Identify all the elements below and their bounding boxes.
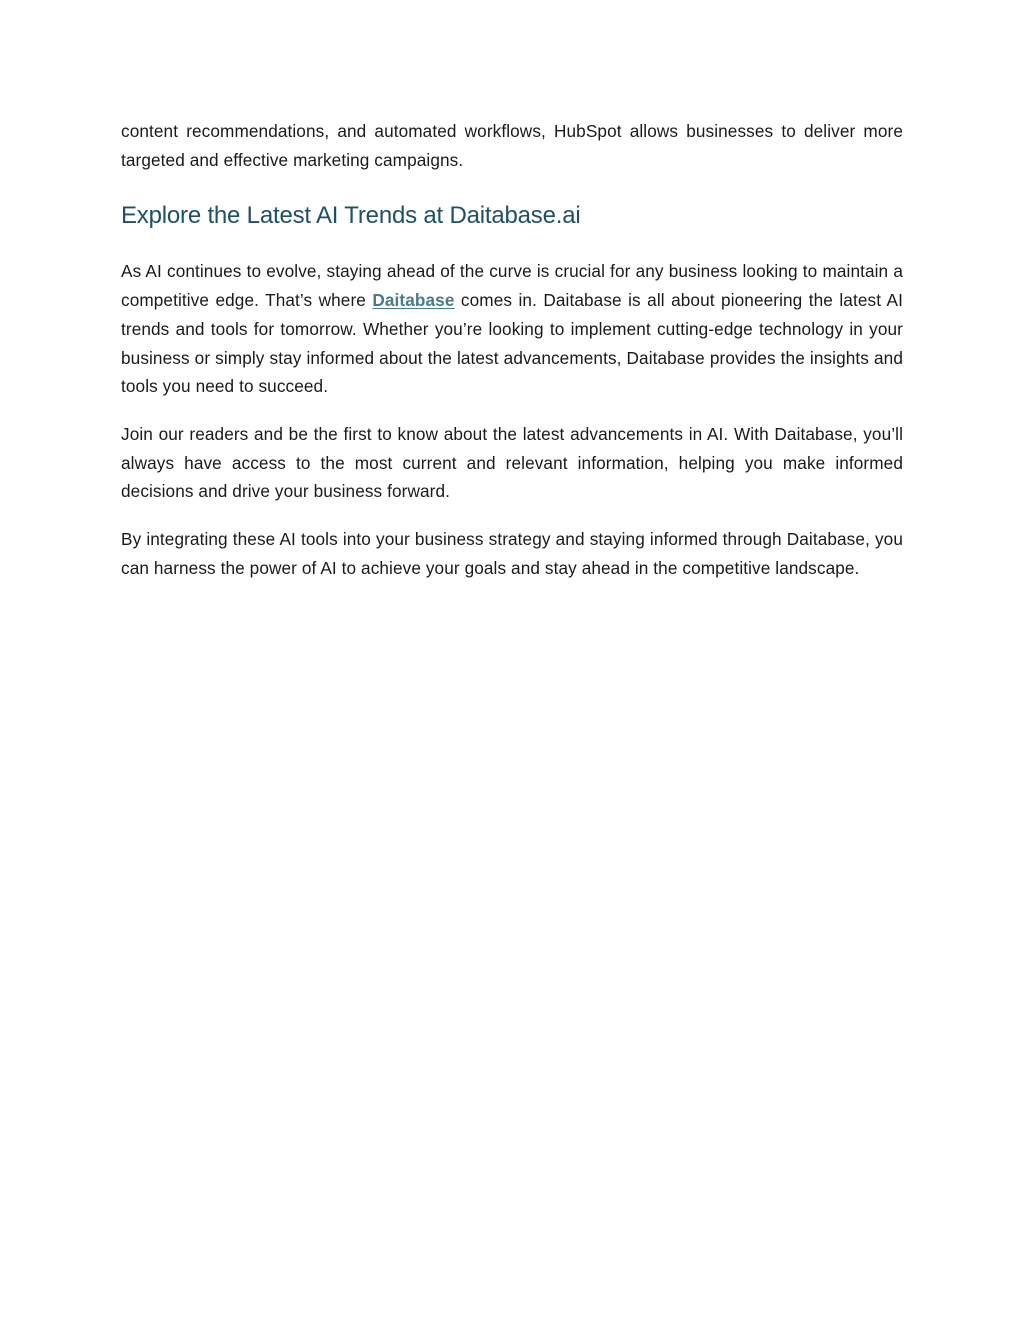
paragraph-conclusion: By integrating these AI tools into your business strategy and staying informed through Daitabase, you can harness the power of AI to achieve your goals and stay ahead in the competitive landscape. xyxy=(121,529,903,578)
paragraph-daitabase-intro xyxy=(121,257,903,401)
paragraph-join-readers: Join our readers and be the first to know about the latest advancements in AI. With Daitabase, you’ll always have access to the most current and relevant information, helping you make informed decisions and drive your business forward. xyxy=(121,423,903,502)
paragraph-1-text-after-link: comes in. Daitabase is all about pioneering the latest AI trends and tools for tomorrow. Whether you’re looking to implement cutting-edge technology in your business or simply stay informed about the latest advancements, Daitabase provides the insights and tools you need to succeed. xyxy=(121,290,903,397)
paragraph-1-text-before-link: As AI continues to evolve, staying ahead of the curve is crucial for any business looking to maintain a competitive edge. That’s where xyxy=(121,261,903,311)
daitabase-link[interactable]: Daitabase xyxy=(372,290,455,311)
intro-paragraph: content recommendations, and automated workflows, HubSpot allows businesses to deliver more targeted and effective marketing campaigns. xyxy=(121,121,903,170)
section-heading: Explore the Latest AI Trends at Daitabase.ai xyxy=(121,202,581,230)
document-page xyxy=(121,117,903,582)
